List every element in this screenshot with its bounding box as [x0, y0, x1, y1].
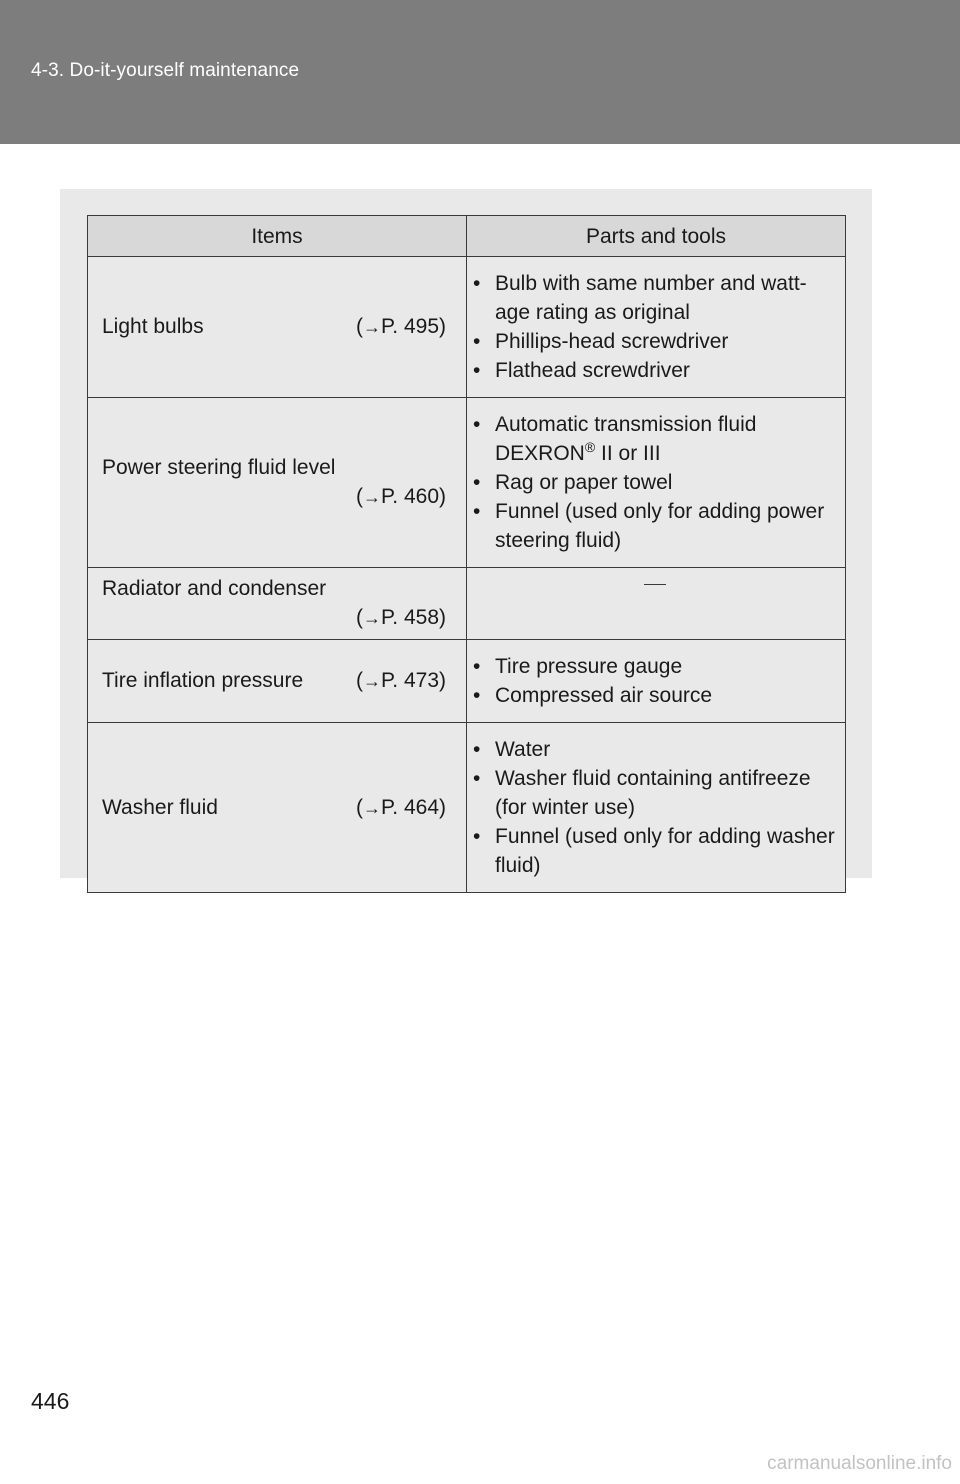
page-reference: (→P. 464) — [356, 795, 446, 819]
item-name: Tire inflation pressure — [102, 669, 304, 692]
list-item: • Tire pressure gauge — [473, 652, 837, 681]
page-reference: (→P. 460) — [356, 485, 446, 508]
list-item: • Funnel (used only for adding washer fluid) — [473, 822, 837, 880]
bullet-icon: • — [473, 471, 481, 494]
registered-mark: ® — [584, 439, 596, 455]
bullet-icon: • — [473, 413, 481, 436]
list-item: • Washer fluid containing antifreeze (for winter use) — [473, 764, 837, 822]
table-row — [88, 398, 846, 568]
item-cell — [88, 257, 467, 398]
item-cell — [88, 398, 467, 568]
list-item: • Rag or paper towel — [473, 468, 837, 497]
arrow-right-icon: → — [363, 317, 381, 337]
list-item: • Automatic transmission fluid DEXRON® II or III — [473, 410, 837, 468]
page-reference: (→P. 473) — [356, 669, 446, 692]
list-item: • Compressed air source — [473, 681, 837, 710]
arrow-right-icon: → — [363, 797, 381, 818]
parts-cell — [467, 640, 846, 723]
list-item: • Phillips-head screwdriver — [473, 327, 837, 356]
list-item: • Water — [473, 735, 837, 764]
bullet-icon: • — [473, 655, 481, 678]
bullet-icon: • — [473, 825, 481, 848]
parts-cell — [467, 398, 846, 568]
list-item: • Flathead screwdriver — [473, 356, 837, 385]
bullet-icon: • — [473, 738, 481, 761]
section-title: 4-3. Do-it-yourself maintenance — [31, 60, 300, 81]
item-cell — [88, 640, 467, 723]
arrow-right-icon: → — [363, 487, 381, 507]
no-tools-dash — [644, 584, 666, 585]
bullet-icon: • — [473, 684, 481, 707]
list-item: • Bulb with same number and watt-age rating as original — [473, 269, 837, 327]
item-cell — [88, 723, 467, 893]
page-reference: (→P. 458) — [356, 606, 446, 629]
item-cell — [88, 568, 467, 640]
list-item: • Funnel (used only for adding power steering fluid) — [473, 497, 837, 555]
bullet-icon: • — [473, 330, 481, 353]
section-header-band — [0, 0, 960, 144]
table-row — [88, 723, 846, 893]
arrow-right-icon: → — [363, 671, 381, 691]
item-name: Light bulbs — [102, 315, 204, 338]
arrow-right-icon: → — [363, 608, 381, 628]
watermark-text: carmanualsonline.info — [767, 1453, 952, 1474]
bullet-icon: • — [473, 767, 481, 790]
maintenance-parts-table — [87, 215, 846, 893]
item-name: Radiator and condenser — [102, 577, 327, 600]
table-row — [88, 640, 846, 723]
parts-column-header: Parts and tools — [467, 216, 846, 257]
page-reference: (→P. 495) — [356, 315, 446, 338]
item-name: Power steering fluid level — [102, 456, 336, 479]
table-row — [88, 568, 846, 640]
table-row — [88, 257, 846, 398]
bullet-icon: • — [473, 359, 481, 382]
parts-cell — [467, 257, 846, 398]
parts-cell — [467, 723, 846, 893]
item-name: Washer fluid — [102, 795, 218, 819]
parts-cell — [467, 568, 846, 640]
bullet-icon: • — [473, 272, 481, 295]
items-column-header: Items — [88, 216, 467, 257]
page-number: 446 — [31, 1388, 70, 1414]
table-header-row — [88, 216, 846, 257]
bullet-icon: • — [473, 500, 481, 523]
